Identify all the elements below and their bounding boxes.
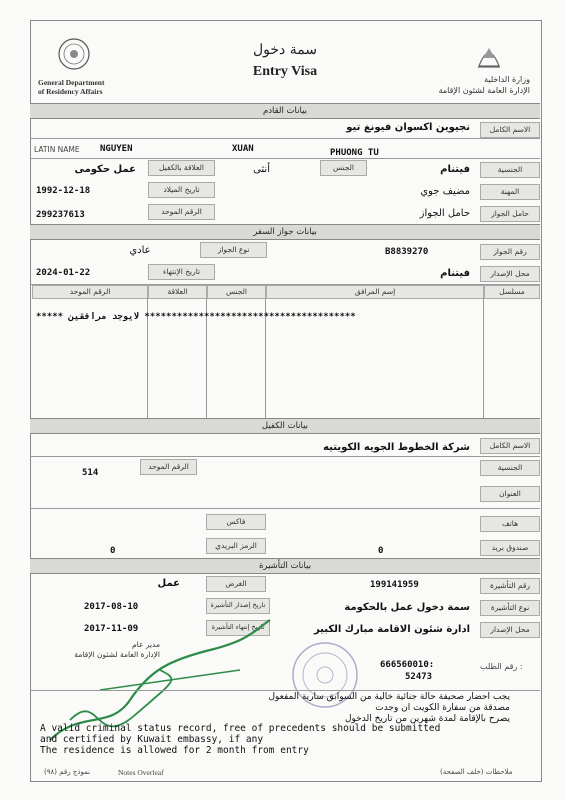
- note-en-2: and certified by Kuwait embassy, if any: [40, 734, 264, 745]
- sex-value: أنثى: [253, 164, 270, 175]
- visa-type-label: نوع التأشيرة: [480, 600, 540, 616]
- relation-value: عمل حكومى: [74, 164, 136, 175]
- nationality-value: فيتنام: [440, 164, 470, 175]
- col-civil-id: الرقم الموحد: [32, 285, 148, 299]
- profession-value: مضيف جوي: [420, 186, 470, 197]
- sponsor-fullname-value: شركة الخطوط الجويه الكويتيه: [323, 442, 470, 453]
- passport-type-value: عادي: [129, 245, 151, 256]
- companions-note: ***** لايوجد مرافقين ***************************************: [36, 312, 356, 322]
- title-en: Entry Visa: [252, 64, 318, 79]
- section-sponsor-title: بيانات الكفيل: [261, 421, 309, 431]
- section-visa-band: [30, 558, 540, 574]
- sponsor-fullname-label: الاسم الكامل: [480, 438, 540, 454]
- section-arrival-title: بيانات القادم: [262, 106, 308, 116]
- passport-expiry-value: 2024-01-22: [36, 268, 91, 278]
- section-arrival-band: [30, 103, 540, 119]
- visa-number-label: رقم التأشيرة: [480, 578, 540, 594]
- relation-label: العلاقة بالكفيل: [148, 160, 215, 176]
- kuwait-emblem-icon: [474, 38, 504, 70]
- passport-number-label: رقم الجواز: [480, 244, 540, 260]
- sponsor-civil-id-value: 514: [82, 468, 99, 478]
- sponsor-nationality-label: الجنسية: [480, 460, 540, 476]
- col-companion-name: إسم المرافق: [266, 285, 484, 299]
- section-visa-title: بيانات التأشيرة: [258, 561, 312, 571]
- latin-name-3: PHUONG TU: [330, 148, 379, 158]
- passport-expiry-label: تاريخ الإنتهاء: [148, 264, 215, 280]
- passport-holder-value: حامل الجواز: [419, 208, 470, 219]
- issue-place-label: محل الإصدار: [480, 266, 540, 282]
- director-dept: الإدارة العامة لشئون الإقامة: [74, 650, 160, 659]
- note-ar-2: مصدقة من سفارة الكويت ان وجدت: [375, 703, 510, 713]
- fullname-ar-value: نجيوين اكسوان فيونغ تيو: [346, 122, 470, 133]
- ministry-ar: وزارة الداخلية: [484, 75, 530, 84]
- dept-en-line2: of Residency Affairs: [38, 87, 103, 96]
- request-number-1: 666560010:: [380, 660, 435, 670]
- dept-en-line1: General Department: [38, 78, 105, 87]
- form-number: نموذج رقم (٩٨): [44, 768, 91, 776]
- dept-ar: الإدارة العامة لشئون الإقامة: [438, 86, 530, 95]
- visa-number-value: 199141959: [370, 580, 419, 590]
- visa-issue-date-label: تاريخ إصدار التأشيرة: [206, 598, 270, 614]
- nationality-label: الجنسية: [480, 162, 540, 178]
- request-number-2: 52473: [405, 672, 433, 682]
- pobox-label: صندوق بريد: [480, 540, 540, 556]
- section-sponsor-band: [30, 418, 540, 434]
- col-sex: الجنس: [207, 285, 266, 299]
- fax-label: فاكس: [206, 514, 266, 530]
- notes-overleaf-ar: ملاحظات (خلف الصفحة): [440, 768, 513, 776]
- notes-overleaf: Notes Overleaf: [118, 768, 164, 777]
- visa-issue-date-value: 2017-08-10: [84, 602, 139, 612]
- visa-type-value: سمة دخول عمل بالحكومة: [344, 602, 470, 613]
- visa-expiry-value: 2017-11-09: [84, 624, 139, 634]
- note-ar-3: يصرح بالإقامة لمدة شهرين من تاريخ الدخول: [344, 714, 510, 724]
- issue-place-value: فيتنام: [440, 268, 470, 279]
- dob-value: 1992-12-18: [36, 186, 91, 196]
- note-en-3: The residence is allowed for 2 month from entry: [40, 745, 309, 756]
- sex-label: الجنس: [320, 160, 367, 176]
- fullname-label: الاسم الكامل: [480, 122, 540, 138]
- civil-id-label: الرقم الموحد: [148, 204, 215, 220]
- latin-name-1: NGUYEN: [100, 144, 133, 154]
- pobox-value: 0: [378, 546, 384, 556]
- dob-label: تاريخ الميلاد: [148, 182, 215, 198]
- visa-expiry-label: تاريخ إنتهاء التأشيرة: [206, 620, 270, 636]
- profession-label: المهنة: [480, 184, 540, 200]
- note-ar-1: يجب احضار صحيفة حالة جنائية خالية من السوابق سارية المفعول: [268, 692, 510, 702]
- purpose-value: عمل: [157, 578, 180, 589]
- residency-seal-icon: [58, 38, 90, 70]
- passport-holder-label: حامل الجواز: [480, 206, 540, 222]
- director-title: مدير عام: [132, 640, 160, 649]
- visa-issue-place-label: محل الإصدار: [480, 622, 540, 638]
- request-number-label: رقم الطلب :: [480, 662, 523, 671]
- purpose-label: الغرض: [206, 576, 266, 592]
- passport-number-value: B8839270: [385, 247, 429, 257]
- latin-name-2: XUAN: [232, 144, 254, 154]
- note-en-1: A valid criminal status record, free of precedents should be submitted: [40, 723, 441, 734]
- civil-id-value: 299237613: [36, 210, 85, 220]
- title-ar: سمة دخول: [252, 42, 318, 58]
- postal-label: الرمز البريدي: [206, 538, 266, 554]
- col-relation: العلاقة: [148, 285, 207, 299]
- phone-label: هاتف: [480, 516, 540, 532]
- postal-value: 0: [110, 546, 116, 556]
- section-passport-band: [30, 224, 540, 240]
- col-serial: مسلسل: [484, 285, 540, 299]
- latin-name-label: LATIN NAME: [34, 145, 80, 154]
- sponsor-civil-id-label: الرقم الموحد: [140, 459, 197, 475]
- section-passport-title: بيانات جواز السفر: [253, 227, 317, 237]
- address-label: العنوان: [480, 486, 540, 502]
- visa-issue-place-value: ادارة شئون الاقامة مبارك الكبير: [313, 624, 470, 635]
- passport-type-label: نوع الجواز: [200, 242, 267, 258]
